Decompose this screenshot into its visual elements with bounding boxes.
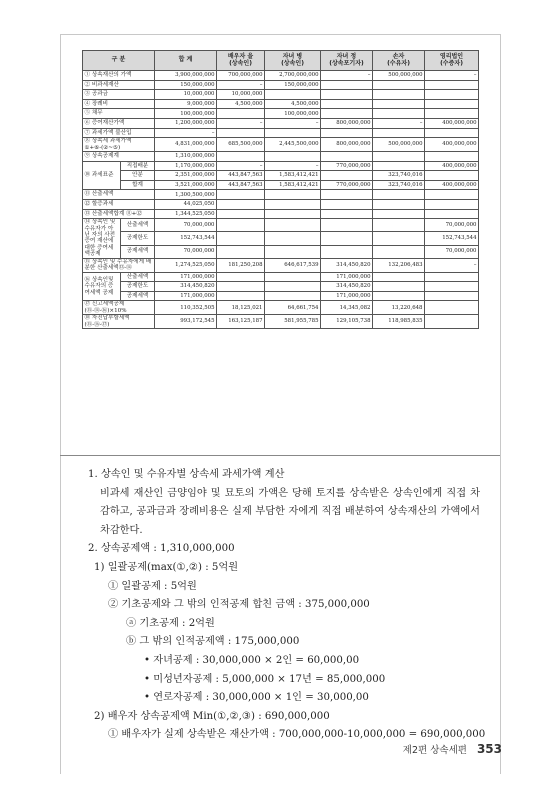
table-cell: – [425, 258, 479, 272]
table-cell: 2,700,000,000 [265, 71, 321, 81]
table-cell [217, 272, 265, 282]
table-cell: 4,500,000 [217, 99, 265, 109]
table-cell [265, 128, 321, 138]
page-number: 353 [476, 742, 502, 756]
row-label: ② 비과세재산 [83, 80, 155, 90]
table-cell [321, 90, 373, 100]
table-cell: 110,352,505 [155, 301, 217, 315]
table-cell [373, 152, 425, 162]
table-cell [373, 282, 425, 292]
row-label: ⑮ 상속인 및 수유자에게 배분한 산출세액⑬-⑭ [83, 258, 155, 272]
inheritance-tax-table [82, 50, 479, 329]
table-text-separator [60, 455, 500, 456]
table-cell: 314,450,820 [155, 282, 217, 292]
table-row [83, 180, 479, 190]
text-line: 1. 상속인 및 수유자별 상속세 과세가액 계산 [88, 469, 285, 480]
table-cell: 14,345,082 [321, 301, 373, 315]
table-cell [321, 80, 373, 90]
table-cell [217, 152, 265, 162]
table-cell: 10,000,000 [155, 90, 217, 100]
text-line: ② 기초공제와 그 밖의 인적공제 합친 금액 : 375,000,000 [108, 599, 370, 611]
table-cell [265, 190, 321, 200]
column-header: 자녀 병 (상속인) [265, 51, 321, 71]
table-cell [265, 272, 321, 282]
text-line: • 미성년자공제 : 5,000,000 × 17년 = 85,000,000 [144, 673, 386, 685]
table-cell [425, 171, 479, 181]
row-label: ⑬ 산출세액합계 ⑪+⑫ [83, 209, 155, 219]
sub-label: 공제한도 [121, 282, 155, 292]
table-row [83, 109, 479, 119]
table-row [83, 71, 479, 81]
text-line: 1) 일괄공제(max(①,②) : 5억원 [94, 561, 239, 573]
table-cell: 4,500,000 [265, 99, 321, 109]
table-cell: 18,125,021 [217, 301, 265, 315]
table-row [83, 152, 479, 162]
table-cell: – [373, 118, 425, 128]
table-row [83, 138, 479, 152]
table-cell [265, 291, 321, 301]
table-cell: 4,831,000,000 [155, 138, 217, 152]
table-cell: 443,847,563 [217, 180, 265, 190]
table-cell [217, 209, 265, 219]
sub-label: 공제한도 [121, 232, 155, 245]
table-cell [373, 272, 425, 282]
table-cell [373, 199, 425, 209]
row-label: ⑧ 상속세 과세가액 ①+⑥-(②~⑤) [83, 138, 155, 152]
sub-label: 직접배분 [121, 161, 155, 171]
table-cell: 770,000,000 [321, 161, 373, 171]
row-label: ⑥ 증여재산가액 [83, 118, 155, 128]
row-label: ⑱ 자진납부할세액 (⑮-⑯-⑰) [83, 315, 155, 329]
row-label: ① 상속재산의 가액 [83, 71, 155, 81]
table-cell: 800,000,000 [321, 118, 373, 128]
table-cell: 1,583,412,421 [265, 171, 321, 181]
column-header: 구 분 [83, 51, 155, 71]
table-cell [321, 109, 373, 119]
table-cell [217, 282, 265, 292]
table-cell [321, 171, 373, 181]
table-cell: 44,025,050 [155, 199, 217, 209]
table-cell: – [217, 161, 265, 171]
table-cell: 13,220,648 [373, 301, 425, 315]
table-cell: 646,617,539 [265, 258, 321, 272]
table-cell [265, 245, 321, 258]
table-cell: 171,000,000 [155, 272, 217, 282]
table-cell [321, 99, 373, 109]
table-cell [321, 152, 373, 162]
table-cell: 700,000,000 [217, 71, 265, 81]
table-cell [425, 272, 479, 282]
table-cell [265, 232, 321, 245]
table-cell [425, 90, 479, 100]
table-cell [321, 128, 373, 138]
table-cell: 800,000,000 [321, 138, 373, 152]
table-cell: 400,000,000 [425, 161, 479, 171]
table-cell: 1,200,000,000 [155, 118, 217, 128]
table-cell: 500,000,000 [373, 71, 425, 81]
table-cell [425, 80, 479, 90]
table-cell [373, 128, 425, 138]
table-cell: 152,743,544 [155, 232, 217, 245]
table-cell: 70,000,000 [425, 219, 479, 232]
column-header: 합 계 [155, 51, 217, 71]
table-cell: – [265, 161, 321, 171]
table-cell [373, 190, 425, 200]
row-label: ⑰ 신고세액공제 (⑮-⑭-⑯)×10% [83, 301, 155, 315]
table-cell: 581,955,785 [265, 315, 321, 329]
table-row [83, 219, 479, 232]
column-header: 배우자 을 (상속인) [217, 51, 265, 71]
table-row [83, 291, 479, 301]
table-cell: 1,344,525,050 [155, 209, 217, 219]
table-cell: 993,172,545 [155, 315, 217, 329]
table-row [83, 171, 479, 181]
table-cell: – [217, 118, 265, 128]
table-cell: 129,105,738 [321, 315, 373, 329]
table-cell: 500,000,000 [373, 138, 425, 152]
table-cell: 400,000,000 [425, 180, 479, 190]
table-cell [373, 209, 425, 219]
table-cell [425, 190, 479, 200]
table-cell: 10,000,000 [217, 90, 265, 100]
table-cell: 70,000,000 [155, 245, 217, 258]
column-header: 자녀 정 (상속포기자) [321, 51, 373, 71]
table-cell [373, 219, 425, 232]
table-cell: 100,000,000 [265, 109, 321, 119]
row-label: ⑨ 상속공제계 [83, 152, 155, 162]
text-line: ① 배우자가 실제 상속받은 재산가액 : 700,000,000-10,000,000 = 690,000,000 [108, 729, 486, 741]
table-cell [425, 128, 479, 138]
table-cell [321, 219, 373, 232]
table-cell: 150,000,000 [265, 80, 321, 90]
text-line: 2) 배우자 상속공제액 Min(①,②,③) : 690,000,000 [94, 710, 330, 722]
table-cell: – [265, 118, 321, 128]
table-cell [425, 291, 479, 301]
table-cell: 70,000,000 [155, 219, 217, 232]
table-row [83, 190, 479, 200]
page-footer [403, 742, 502, 756]
table-row [83, 161, 479, 171]
table-cell: 171,000,000 [155, 291, 217, 301]
table-row [83, 209, 479, 219]
table-cell [373, 80, 425, 90]
row-label: ④ 장례비 [83, 99, 155, 109]
table-cell [265, 90, 321, 100]
table-cell [217, 291, 265, 301]
explanation-text [88, 466, 486, 745]
table-cell: 400,000,000 [425, 138, 479, 152]
text-line: • 연로자공제 : 30,000,000 × 1인 = 30,000,00 [144, 692, 369, 704]
text-line: 2. 상속공제액 : 1,310,000,000 [88, 543, 235, 555]
table-cell: 171,000,000 [321, 272, 373, 282]
table-cell: 1,583,412,421 [265, 180, 321, 190]
table-cell [425, 199, 479, 209]
row-label: ⑫ 할증과세 [83, 199, 155, 209]
table-row [83, 245, 479, 258]
table-cell [321, 209, 373, 219]
table-row [83, 301, 479, 315]
table-cell [265, 282, 321, 292]
sub-label: 공제세액 [121, 245, 155, 258]
group-label: ⑭ 상속인 및 수유자가 아닌 자의 사전증여 재산에 대한 증여세 액공제 [83, 219, 121, 259]
text-line: ① 일괄공제 : 5억원 [108, 580, 197, 592]
table-cell: 118,985,835 [373, 315, 425, 329]
table-row [83, 315, 479, 329]
section-title: 제2편 상속세편 [402, 745, 467, 756]
table-cell [217, 109, 265, 119]
table-cell: 443,847,563 [217, 171, 265, 181]
table-cell [217, 199, 265, 209]
table-cell: 770,000,000 [321, 180, 373, 190]
column-header: 영리법인 (수증자) [425, 51, 479, 71]
table-cell [265, 199, 321, 209]
table-cell: 64,661,754 [265, 301, 321, 315]
table-cell [425, 152, 479, 162]
table-row [83, 128, 479, 138]
table-cell [373, 90, 425, 100]
text-line: ⓑ 그 밖의 인적공제액 : 175,000,000 [126, 636, 300, 648]
table-cell: 685,500,000 [217, 138, 265, 152]
table-cell: 323,740,016 [373, 180, 425, 190]
table-cell [265, 152, 321, 162]
row-label: ⑦ 과세가액 불산입 [83, 128, 155, 138]
row-label: ③ 공과금 [83, 90, 155, 100]
column-header: 손자 (수유자) [373, 51, 425, 71]
table-cell [373, 232, 425, 245]
text-line: • 자녀공제 : 30,000,000 × 2인 = 60,000,00 [144, 654, 360, 666]
table-cell: 3,900,000,000 [155, 71, 217, 81]
table-cell: 171,000,000 [321, 291, 373, 301]
table-row [83, 80, 479, 90]
group-label: ⑯ 상속인및 수유자의 증여세액 공제 [83, 272, 121, 301]
text-line: ⓐ 기초공제 : 2억원 [126, 617, 215, 629]
table-cell [425, 282, 479, 292]
table-cell: 150,000,000 [155, 80, 217, 90]
table-cell: 2,351,000,000 [155, 171, 217, 181]
table-cell: 1,300,500,000 [155, 190, 217, 200]
table-cell [321, 190, 373, 200]
table-cell [321, 199, 373, 209]
table-cell: 181,250,208 [217, 258, 265, 272]
table-cell: – [217, 80, 265, 90]
table-cell: – [425, 71, 479, 81]
table-cell: 9,000,000 [155, 99, 217, 109]
table-cell [265, 219, 321, 232]
table-row [83, 272, 479, 282]
table-row [83, 99, 479, 109]
sub-label: 산출세액 [121, 219, 155, 232]
table-cell [425, 99, 479, 109]
table-cell [217, 128, 265, 138]
table-cell [425, 109, 479, 119]
table-cell [425, 315, 479, 329]
table-cell: 400,000,000 [425, 118, 479, 128]
table-row [83, 258, 479, 272]
table-cell [265, 209, 321, 219]
table-cell: 163,125,187 [217, 315, 265, 329]
table-cell: 152,743,544 [425, 232, 479, 245]
table-cell [373, 161, 425, 171]
table-cell: 1,170,000,000 [155, 161, 217, 171]
table-header-row [83, 51, 479, 71]
table-row [83, 282, 479, 292]
sub-label: 안분 [121, 171, 155, 181]
table-cell: 100,000,000 [155, 109, 217, 119]
row-label: ⑤ 채무 [83, 109, 155, 119]
table-row [83, 118, 479, 128]
table-cell: 1,310,000,000 [155, 152, 217, 162]
table-cell [373, 291, 425, 301]
table-row [83, 199, 479, 209]
sub-label: 공제세액 [121, 291, 155, 301]
table-cell [373, 245, 425, 258]
table-cell: 314,450,820 [321, 282, 373, 292]
table-row [83, 232, 479, 245]
row-label: ⑪ 산출세액 [83, 190, 155, 200]
sub-label: 합계 [121, 180, 155, 190]
table-cell: 3,521,000,000 [155, 180, 217, 190]
table-cell [217, 232, 265, 245]
table-cell [425, 209, 479, 219]
table-cell: 132,206,483 [373, 258, 425, 272]
group-label: ⑩ 과세표준 [83, 161, 121, 190]
table-cell: 70,000,000 [425, 245, 479, 258]
sub-label: 산출세액 [121, 272, 155, 282]
table-cell: – [155, 128, 217, 138]
table-cell: 323,740,016 [373, 171, 425, 181]
table-cell [373, 109, 425, 119]
table-cell [217, 190, 265, 200]
table-cell: 1,274,525,050 [155, 258, 217, 272]
table-cell [321, 245, 373, 258]
table-row [83, 90, 479, 100]
table-cell: 2,445,500,000 [265, 138, 321, 152]
table-cell [321, 232, 373, 245]
table-cell [217, 219, 265, 232]
table-cell: 314,450,820 [321, 258, 373, 272]
table-cell [217, 245, 265, 258]
table-cell [373, 99, 425, 109]
text-paragraph: 비과세 재산인 금양임야 및 묘토의 가액은 당해 토지를 상속받은 상속인에게 직접 차감하고, 공과금과 장례비용은 실제 부담한 자에게 직접 배분하여 상속재산의 가액에서 차감한다. [100, 487, 480, 536]
table-cell [425, 301, 479, 315]
table-cell: – [321, 71, 373, 81]
